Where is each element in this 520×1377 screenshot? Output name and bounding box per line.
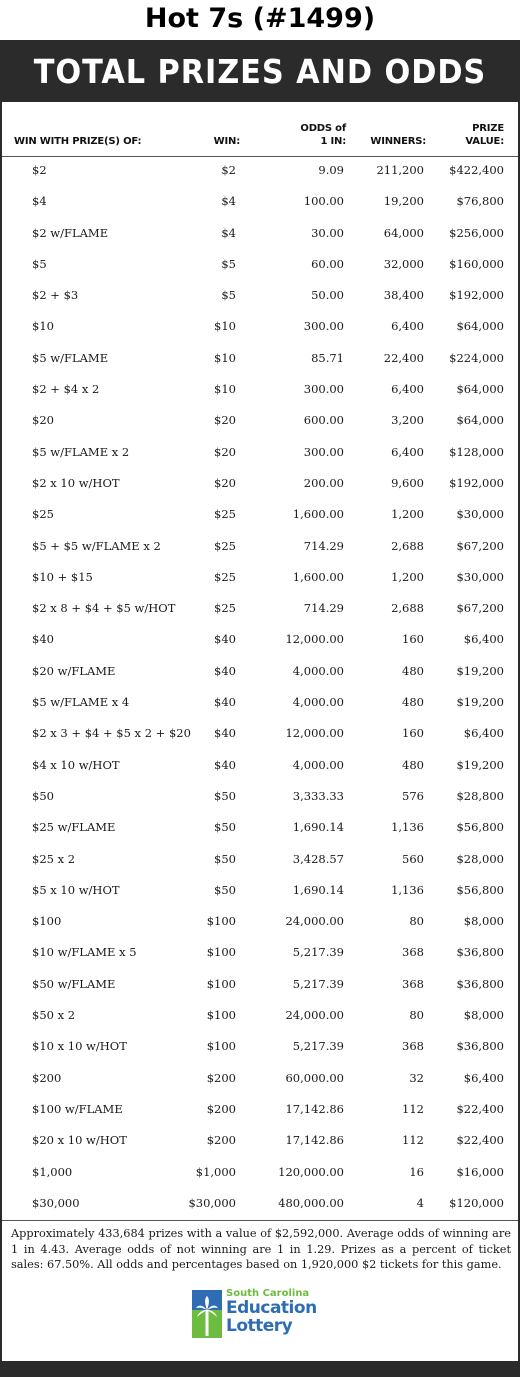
cell-value: $36,800 [456, 1039, 504, 1054]
cell-win: $10 [214, 382, 236, 397]
table-row [2, 1033, 518, 1064]
cell-prize: $20 w/FLAME [32, 663, 116, 678]
table-row [2, 564, 518, 595]
cell-win: $20 [214, 413, 236, 428]
cell-prize: $1,000 [32, 1164, 73, 1179]
table-row [2, 251, 518, 282]
cell-odds: 24,000.00 [285, 914, 344, 929]
table-row [2, 846, 518, 877]
odds-footnote: Approximately 433,684 prizes with a value of $2,592,000. Average odds of winning are 1 in 4.43. Average odds of not winning are 1 in 1.29. Prizes as a percent of ticket sales: 67.50%. All odds and percentages based on 1,920,000 $2 tickets for this game. [11, 1227, 511, 1271]
cell-value: $192,000 [449, 475, 504, 490]
cell-prize: $100 w/FLAME [32, 1101, 123, 1116]
cell-winners: 480 [402, 663, 424, 678]
cell-value: $19,200 [456, 695, 504, 710]
cell-prize: $5 x 10 w/HOT [32, 882, 120, 897]
cell-prize: $10 w/FLAME x 5 [32, 945, 137, 960]
column-header-prize: WIN WITH PRIZE(S) OF: [14, 136, 142, 147]
cell-value: $120,000 [449, 1195, 504, 1210]
cell-value: $256,000 [449, 225, 504, 240]
cell-odds: 480,000.00 [278, 1195, 344, 1210]
cell-winners: 368 [402, 945, 424, 960]
cell-prize: $50 [32, 788, 54, 803]
cell-winners: 9,600 [391, 475, 424, 490]
table-row [2, 345, 518, 376]
cell-prize: $50 w/FLAME [32, 976, 116, 991]
cell-win: $100 [206, 976, 236, 991]
table-row [2, 626, 518, 657]
table-row [2, 501, 518, 532]
cell-prize: $200 [32, 1070, 62, 1085]
cell-odds: 5,217.39 [292, 976, 344, 991]
cell-winners: 22,400 [383, 350, 424, 365]
cell-odds: 12,000.00 [285, 726, 344, 741]
cell-value: $16,000 [456, 1164, 504, 1179]
cell-prize: $4 x 10 w/HOT [32, 757, 120, 772]
cell-value: $64,000 [456, 382, 504, 397]
table-row [2, 157, 518, 188]
cell-value: $6,400 [463, 632, 504, 647]
cell-win: $40 [214, 632, 236, 647]
cell-winners: 32,000 [383, 256, 424, 271]
cell-value: $76,800 [456, 194, 504, 209]
cell-prize: $4 [32, 194, 47, 209]
cell-odds: 1,600.00 [292, 507, 344, 522]
cell-odds: 100.00 [303, 194, 344, 209]
cell-prize: $20 [32, 413, 54, 428]
cell-odds: 600.00 [303, 413, 344, 428]
table-row [2, 188, 518, 219]
cell-win: $5 [221, 256, 236, 271]
cell-odds: 300.00 [303, 319, 344, 334]
footer-divider [2, 1220, 518, 1221]
cell-prize: $30,000 [32, 1195, 80, 1210]
cell-prize: $5 [32, 256, 47, 271]
table-row [2, 1096, 518, 1127]
cell-odds: 24,000.00 [285, 1008, 344, 1023]
cell-odds: 12,000.00 [285, 632, 344, 647]
cell-value: $64,000 [456, 413, 504, 428]
cell-prize: $10 x 10 w/HOT [32, 1039, 127, 1054]
cell-odds: 4,000.00 [292, 757, 344, 772]
cell-value: $56,800 [456, 882, 504, 897]
table-row [2, 220, 518, 251]
cell-value: $422,400 [449, 163, 504, 177]
cell-value: $36,800 [456, 976, 504, 991]
cell-winners: 6,400 [391, 444, 424, 459]
banner-title: TOTAL PRIZES AND ODDS [33, 51, 487, 91]
table-row [2, 908, 518, 939]
cell-value: $67,200 [456, 538, 504, 553]
cell-winners: 1,200 [391, 569, 424, 584]
cell-winners: 560 [402, 851, 424, 866]
cell-winners: 112 [402, 1133, 424, 1148]
cell-odds: 5,217.39 [292, 945, 344, 960]
cell-prize: $5 w/FLAME x 2 [32, 444, 130, 459]
cell-prize: $10 + $15 [32, 569, 93, 584]
cell-odds: 17,142.86 [285, 1101, 344, 1116]
table-row [2, 1065, 518, 1096]
cell-value: $30,000 [456, 569, 504, 584]
cell-winners: 2,688 [391, 538, 424, 553]
cell-prize: $2 x 8 + $4 + $5 w/HOT [32, 601, 176, 616]
cell-value: $19,200 [456, 757, 504, 772]
cell-win: $25 [214, 507, 236, 522]
cell-win: $40 [214, 757, 236, 772]
cell-win: $20 [214, 444, 236, 459]
cell-win: $50 [214, 788, 236, 803]
cell-win: $5 [221, 288, 236, 303]
column-header-odds-line1: ODDS of [300, 123, 346, 134]
cell-win: $100 [206, 945, 236, 960]
cell-value: $28,800 [456, 788, 504, 803]
game-title: Hot 7s (#1499) [144, 3, 376, 34]
cell-winners: 2,688 [391, 601, 424, 616]
cell-win: $25 [214, 538, 236, 553]
cell-odds: 60.00 [311, 256, 344, 271]
cell-odds: 50.00 [311, 288, 344, 303]
cell-value: $6,400 [463, 1070, 504, 1085]
cell-win: $4 [221, 194, 236, 209]
prize-odds-frame [0, 40, 520, 1377]
logo-wordmark [226, 1288, 317, 1335]
prize-table-body [2, 157, 518, 1221]
cell-winners: 112 [402, 1101, 424, 1116]
sc-education-lottery-logo [192, 1288, 342, 1342]
prize-table-panel [2, 102, 518, 1361]
cell-value: $224,000 [449, 350, 504, 365]
cell-value: $67,200 [456, 601, 504, 616]
cell-win: $2 [221, 163, 236, 177]
cell-winners: 211,200 [376, 163, 424, 177]
cell-prize: $20 x 10 w/HOT [32, 1133, 127, 1148]
cell-winners: 80 [409, 1008, 424, 1023]
table-row [2, 470, 518, 501]
cell-win: $50 [214, 851, 236, 866]
cell-value: $56,800 [456, 820, 504, 835]
cell-winners: 480 [402, 757, 424, 772]
column-header-winners: WINNERS: [370, 136, 426, 147]
cell-prize: $100 [32, 914, 62, 929]
cell-odds: 1,690.14 [292, 882, 344, 897]
logo-line-state: South Carolina [226, 1288, 310, 1299]
cell-value: $22,400 [456, 1101, 504, 1116]
cell-win: $25 [214, 601, 236, 616]
cell-prize: $25 x 2 [32, 851, 76, 866]
cell-winners: 576 [402, 788, 424, 803]
cell-winners: 160 [402, 632, 424, 647]
table-row [2, 595, 518, 626]
table-row [2, 658, 518, 689]
cell-win: $4 [221, 225, 236, 240]
cell-winners: 80 [409, 914, 424, 929]
table-row [2, 313, 518, 344]
cell-prize: $2 + $3 [32, 288, 79, 303]
cell-value: $36,800 [456, 945, 504, 960]
table-row [2, 1002, 518, 1033]
column-header-value-line1: PRIZE [472, 123, 504, 134]
table-row [2, 720, 518, 751]
column-header-value-line2: VALUE: [465, 136, 504, 147]
cell-win: $10 [214, 319, 236, 334]
column-header-value [465, 122, 504, 148]
table-row [2, 407, 518, 438]
cell-winners: 1,200 [391, 507, 424, 522]
cell-odds: 3,333.33 [292, 788, 344, 803]
cell-winners: 19,200 [383, 194, 424, 209]
cell-win: $10 [214, 350, 236, 365]
cell-winners: 368 [402, 1039, 424, 1054]
table-row [2, 282, 518, 313]
cell-prize: $10 [32, 319, 54, 334]
cell-value: $30,000 [456, 507, 504, 522]
cell-winners: 16 [409, 1164, 424, 1179]
cell-value: $192,000 [449, 288, 504, 303]
cell-win: $30,000 [188, 1195, 236, 1210]
table-row [2, 939, 518, 970]
cell-winners: 6,400 [391, 382, 424, 397]
cell-winners: 480 [402, 695, 424, 710]
table-row [2, 689, 518, 720]
cell-win: $25 [214, 569, 236, 584]
cell-value: $160,000 [449, 256, 504, 271]
cell-odds: 714.29 [303, 601, 344, 616]
cell-odds: 30.00 [311, 225, 344, 240]
cell-win: $40 [214, 663, 236, 678]
cell-prize: $2 x 10 w/HOT [32, 475, 120, 490]
table-row [2, 877, 518, 908]
column-header-win: WIN: [213, 136, 240, 147]
cell-value: $8,000 [463, 914, 504, 929]
cell-winners: 160 [402, 726, 424, 741]
cell-prize: $5 w/FLAME [32, 350, 109, 365]
column-header-odds-line2: 1 IN: [320, 136, 346, 147]
cell-winners: 3,200 [391, 413, 424, 428]
palmetto-tree-icon [192, 1290, 222, 1338]
table-row [2, 814, 518, 845]
cell-odds: 4,000.00 [292, 695, 344, 710]
table-row [2, 752, 518, 783]
table-header [2, 102, 518, 157]
cell-value: $22,400 [456, 1133, 504, 1148]
cell-prize: $25 w/FLAME [32, 820, 116, 835]
cell-winners: 6,400 [391, 319, 424, 334]
cell-odds: 4,000.00 [292, 663, 344, 678]
cell-prize: $5 w/FLAME x 4 [32, 695, 130, 710]
table-row [2, 1159, 518, 1190]
table-row [2, 533, 518, 564]
cell-winners: 1,136 [391, 882, 424, 897]
cell-value: $64,000 [456, 319, 504, 334]
cell-winners: 4 [416, 1195, 424, 1210]
cell-value: $8,000 [463, 1008, 504, 1023]
cell-odds: 3,428.57 [292, 851, 344, 866]
cell-odds: 5,217.39 [292, 1039, 344, 1054]
cell-win: $100 [206, 914, 236, 929]
cell-odds: 200.00 [303, 475, 344, 490]
cell-win: $1,000 [195, 1164, 236, 1179]
cell-win: $200 [206, 1133, 236, 1148]
cell-win: $100 [206, 1008, 236, 1023]
cell-prize: $40 [32, 632, 54, 647]
cell-winners: 64,000 [383, 225, 424, 240]
cell-odds: 300.00 [303, 382, 344, 397]
cell-winners: 368 [402, 976, 424, 991]
cell-prize: $25 [32, 507, 54, 522]
cell-win: $100 [206, 1039, 236, 1054]
table-row [2, 439, 518, 470]
cell-odds: 9.09 [318, 163, 344, 177]
cell-prize: $2 x 3 + $4 + $5 x 2 + $20 [32, 726, 191, 741]
cell-odds: 714.29 [303, 538, 344, 553]
cell-value: $28,000 [456, 851, 504, 866]
cell-odds: 1,690.14 [292, 820, 344, 835]
cell-win: $40 [214, 726, 236, 741]
cell-win: $200 [206, 1101, 236, 1116]
cell-win: $50 [214, 820, 236, 835]
table-row [2, 1190, 518, 1221]
cell-win: $20 [214, 475, 236, 490]
cell-odds: 17,142.86 [285, 1133, 344, 1148]
table-row [2, 971, 518, 1002]
cell-odds: 1,600.00 [292, 569, 344, 584]
column-header-odds [300, 122, 346, 148]
logo-line-lottery: Lottery [226, 1316, 293, 1336]
cell-win: $40 [214, 695, 236, 710]
cell-winners: 1,136 [391, 820, 424, 835]
cell-winners: 32 [409, 1070, 424, 1085]
cell-odds: 300.00 [303, 444, 344, 459]
cell-prize: $2 + $4 x 2 [32, 382, 100, 397]
cell-win: $50 [214, 882, 236, 897]
cell-value: $6,400 [463, 726, 504, 741]
cell-win: $200 [206, 1070, 236, 1085]
cell-prize: $50 x 2 [32, 1008, 76, 1023]
cell-prize: $5 + $5 w/FLAME x 2 [32, 538, 161, 553]
cell-prize: $2 w/FLAME [32, 225, 109, 240]
cell-odds: 120,000.00 [278, 1164, 344, 1179]
cell-value: $19,200 [456, 663, 504, 678]
logo-line-education: Education [226, 1298, 317, 1318]
table-row [2, 376, 518, 407]
cell-odds: 60,000.00 [285, 1070, 344, 1085]
table-row [2, 783, 518, 814]
cell-odds: 85.71 [311, 350, 344, 365]
cell-value: $128,000 [449, 444, 504, 459]
table-row [2, 1127, 518, 1158]
cell-prize: $2 [32, 163, 47, 177]
cell-winners: 38,400 [383, 288, 424, 303]
